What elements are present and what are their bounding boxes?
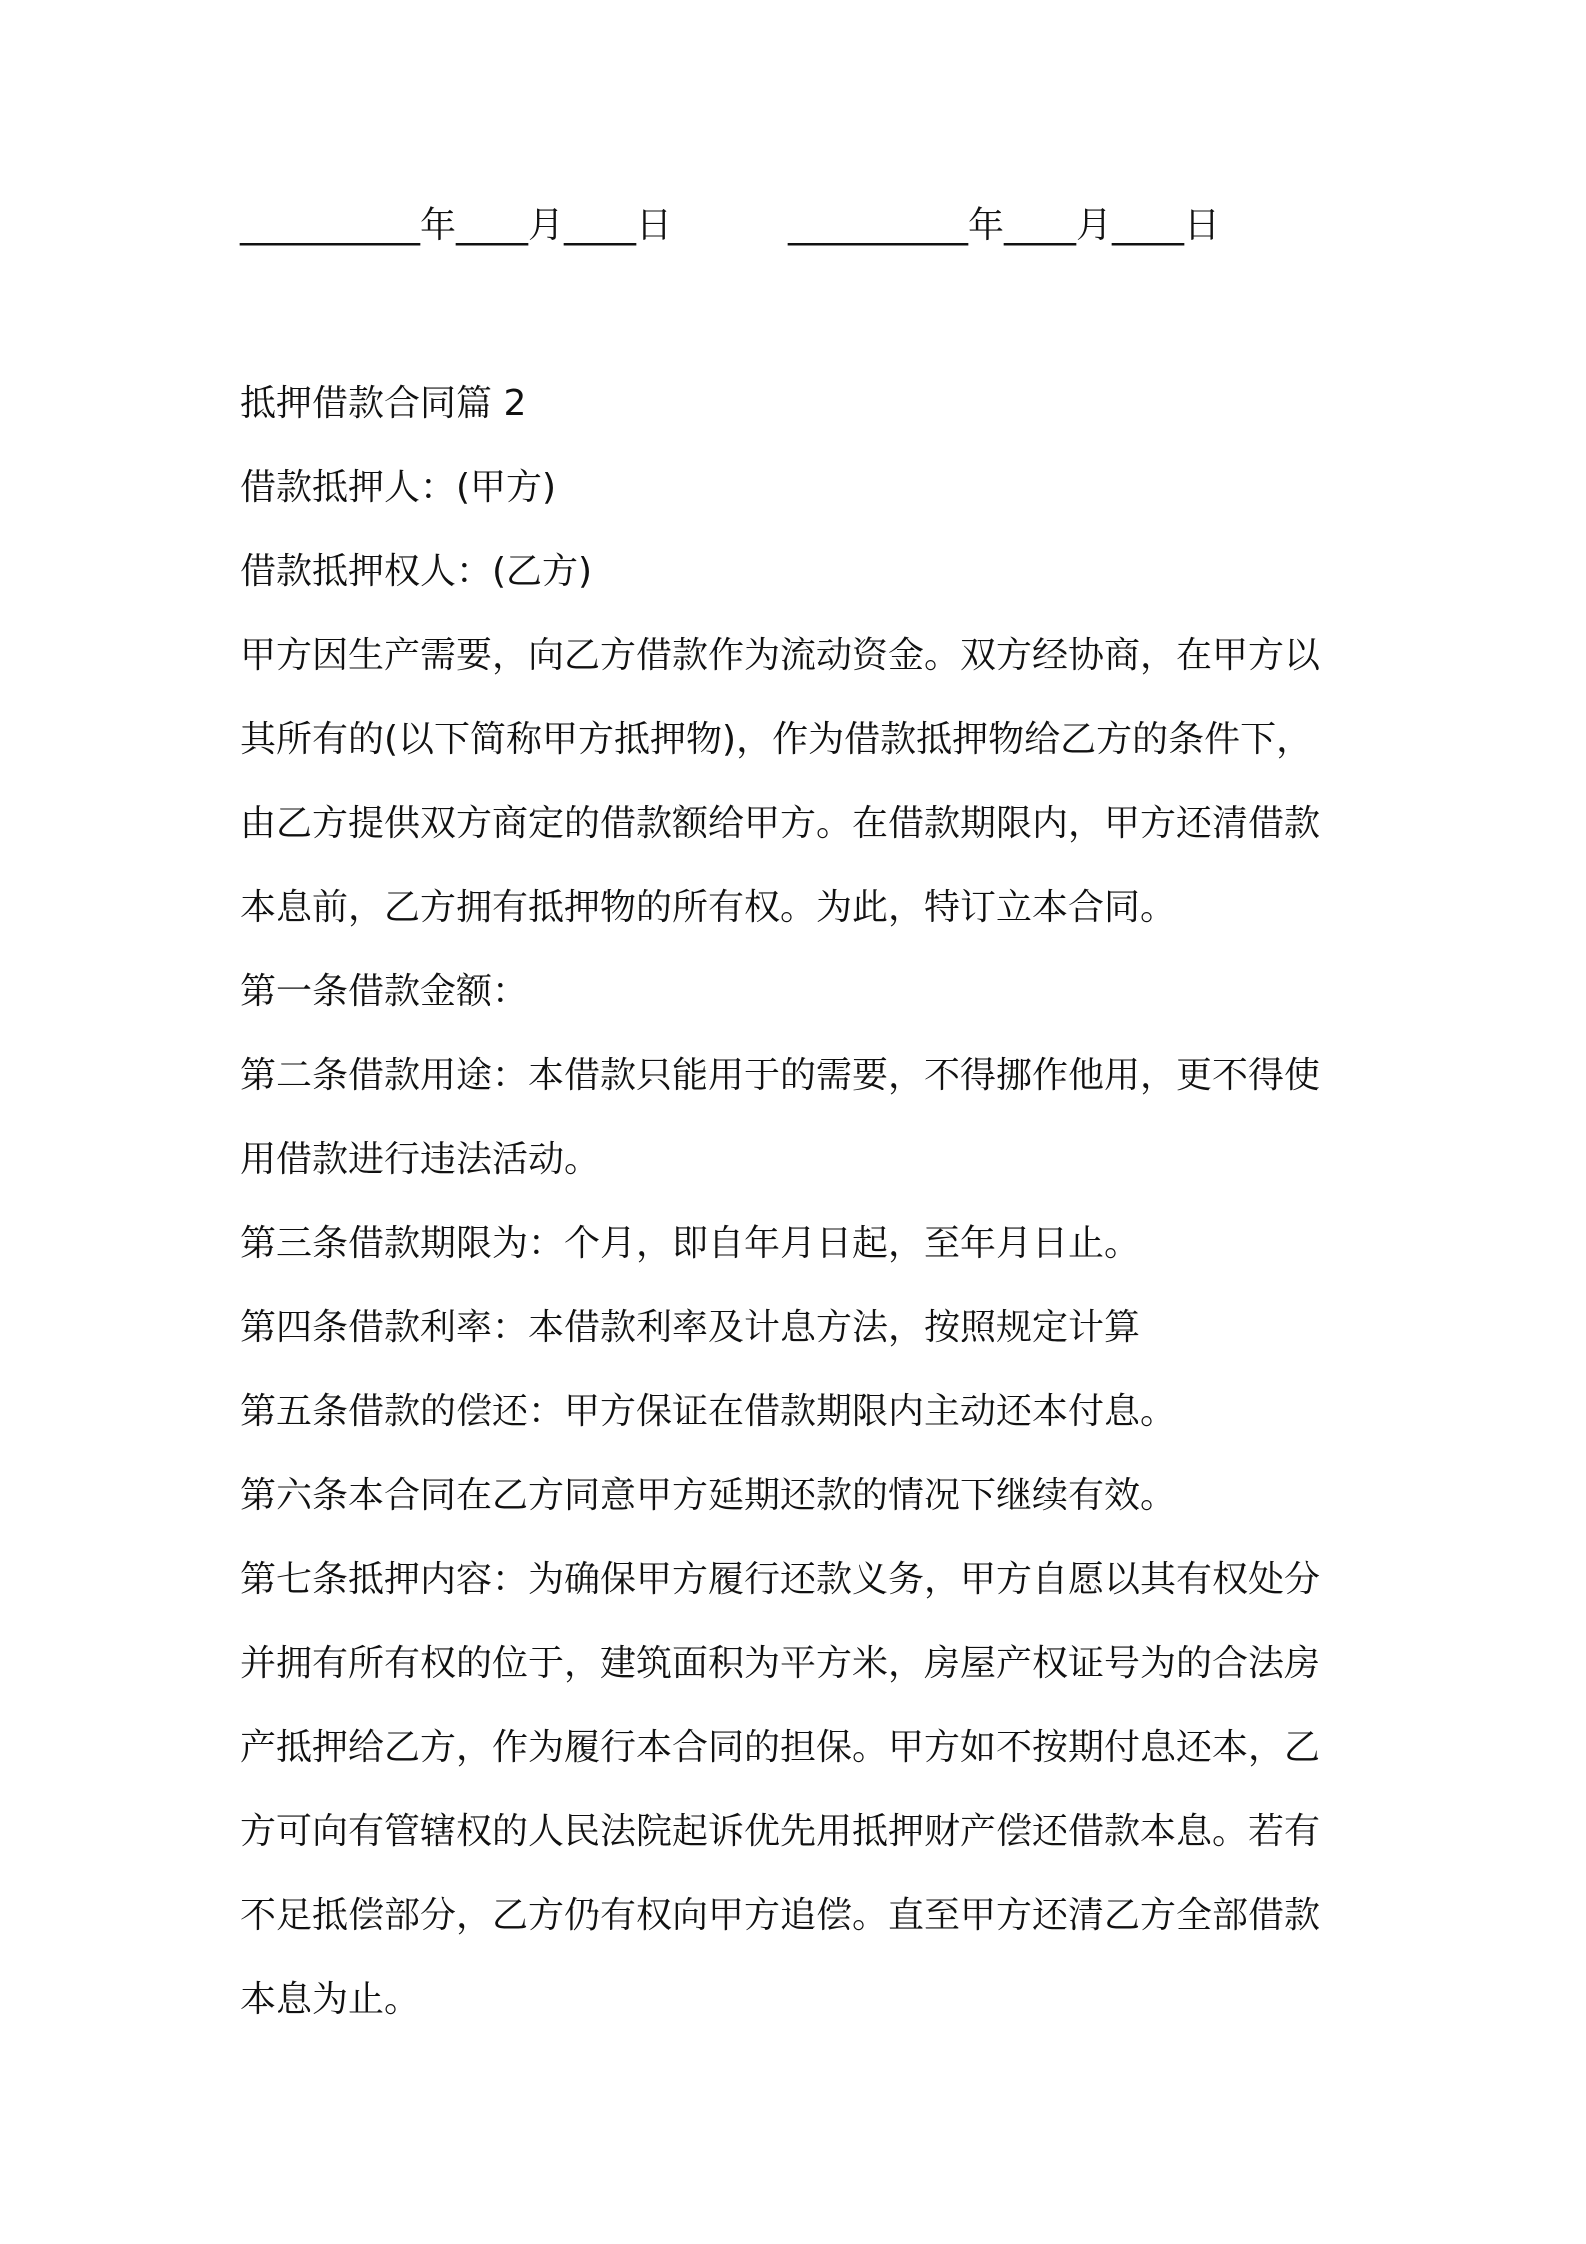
paragraph-line: 甲方因生产需要，向乙方借款作为流动资金。双方经协商，在甲方以: [240, 635, 1321, 676]
article-7-line: 方可向有管辖权的人民法院起诉优先用抵押财产偿还借款本息。若有: [240, 1811, 1321, 1852]
mortgagor-line: 借款抵押人：(甲方): [240, 467, 557, 508]
article-7-line: 并拥有所有权的位于，建筑面积为平方米，房屋产权证号为的合法房: [240, 1643, 1321, 1684]
mortgagee-line: 借款抵押权人：(乙方): [240, 551, 593, 592]
paragraph-line: 由乙方提供双方商定的借款额给甲方。在借款期限内，甲方还清借款: [240, 803, 1321, 844]
paragraph-line: 本息前，乙方拥有抵押物的所有权。为此，特订立本合同。: [240, 887, 1177, 928]
article-7-line: 第七条抵押内容：为确保甲方履行还款义务，甲方自愿以其有权处分: [240, 1559, 1321, 1600]
article-7-line: 产抵押给乙方，作为履行本合同的担保。甲方如不按期付息还本，乙: [240, 1727, 1321, 1768]
paragraph-line: 其所有的(以下简称甲方抵押物)，作为借款抵押物给乙方的条件下，: [240, 719, 1313, 760]
signature-date-line: [240, 196, 1220, 256]
party-b-date: __________年____月____日: [788, 205, 1220, 246]
article-6-line: 第六条本合同在乙方同意甲方延期还款的情况下继续有效。: [240, 1475, 1177, 1516]
article-4-line: 第四条借款利率：本借款利率及计息方法，按照规定计算: [240, 1307, 1141, 1348]
article-1-line: 第一条借款金额：: [240, 971, 529, 1012]
article-7-line: 不足抵偿部分，乙方仍有权向甲方追偿。直至甲方还清乙方全部借款: [240, 1895, 1321, 1936]
article-2-line: 用借款进行违法活动。: [240, 1139, 601, 1180]
contract-body: [240, 362, 1360, 2042]
party-a-date: __________年____月____日: [240, 205, 672, 246]
article-7-line: 本息为止。: [240, 1979, 421, 2020]
article-5-line: 第五条借款的偿还：甲方保证在借款期限内主动还本付息。: [240, 1391, 1177, 1432]
section-title: 抵押借款合同篇 2: [240, 383, 527, 424]
article-2-line: 第二条借款用途：本借款只能用于的需要，不得挪作他用，更不得使: [240, 1055, 1321, 1096]
article-3-line: 第三条借款期限为：个月，即自年月日起，至年月日止。: [240, 1223, 1141, 1264]
